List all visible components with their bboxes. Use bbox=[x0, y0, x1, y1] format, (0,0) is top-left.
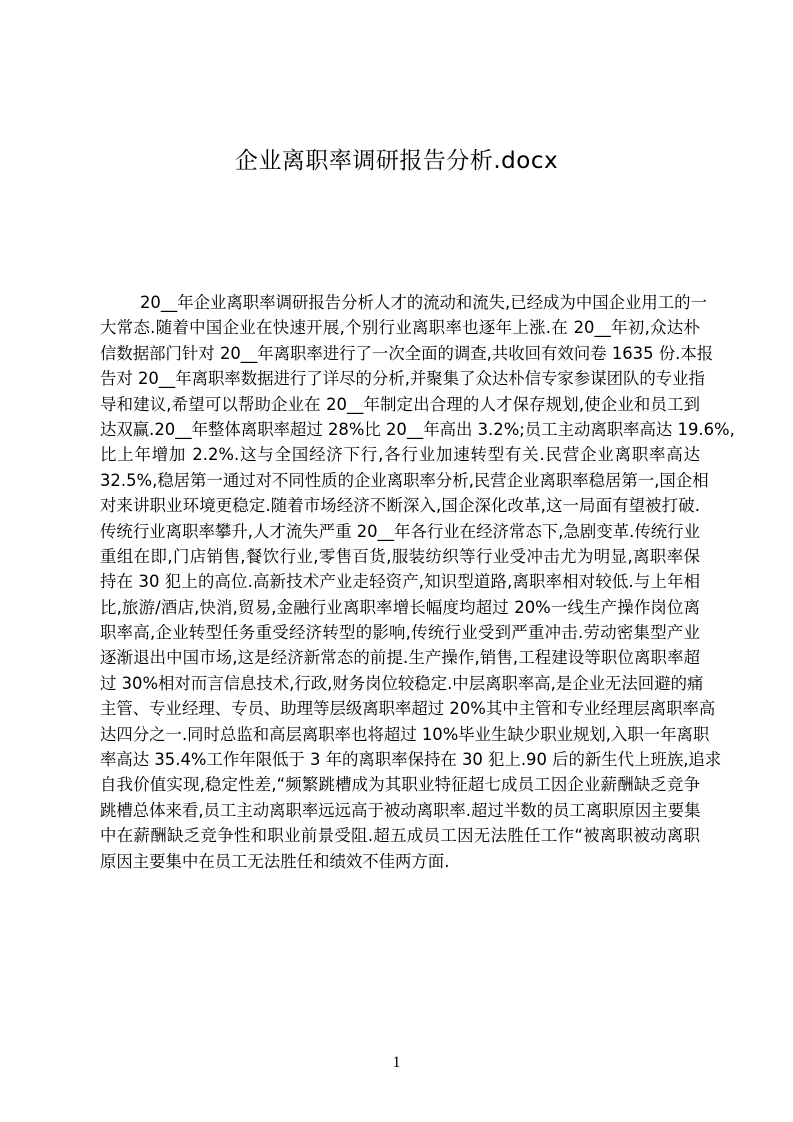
paragraph-line: 自我价值实现,稳定性差,“频繁跳槽成为其职业特征超七成员工因企业薪酬缺乏竞争 bbox=[100, 775, 700, 795]
paragraph-line: 中在薪酬缺乏竞争性和职业前景受阻.超五成员工因无法胜任工作“被离职被动离职 bbox=[100, 826, 700, 846]
paragraph-line: 导和建议,希望可以帮助企业在 20__年制定出合理的人才保存规划,使企业和员工到 bbox=[100, 394, 700, 414]
paragraph-line: 原因主要集中在员工无法胜任和绩效不佳两方面. bbox=[100, 851, 450, 871]
paragraph-line: 比上年增加 2.2%.这与全国经济下行,各行业加速转型有关.民营企业离职率高达 bbox=[100, 445, 700, 465]
paragraph-line: 主管、专业经理、专员、助理等层级离职率超过 20%其中主管和专业经理层离职率高 bbox=[100, 699, 716, 719]
document-body bbox=[100, 290, 735, 874]
page-number: 1 bbox=[392, 1054, 401, 1071]
paragraph-line: 比,旅游/酒店,快消,贸易,金融行业离职率增长幅度均超过 20%一线生产操作岗位离 bbox=[100, 597, 700, 617]
document-title: 企业离职率调研报告分析.docx bbox=[234, 148, 559, 174]
paragraph-line: 跳槽总体来看,员工主动离职率远远高于被动离职率.超过半数的员工离职原因主要集 bbox=[100, 800, 701, 820]
paragraph-line: 32.5%,稳居第一通过对不同性质的企业离职率分析,民营企业离职率稳居第一,国企相 bbox=[100, 470, 709, 490]
paragraph-line: 告对 20__年离职率数据进行了详尽的分析,并聚集了众达朴信专家参谋团队的专业指 bbox=[100, 369, 705, 389]
paragraph-line: 20__年企业离职率调研报告分析人才的流动和流失,已经成为中国企业用工的一 bbox=[140, 293, 707, 312]
paragraph-line: 逐渐退出中国市场,这是经济新常态的前提.生产操作,销售,工程建设等职位离职率超 bbox=[100, 648, 700, 668]
paragraph-line: 达四分之一.同时总监和高层离职率也将超过 10%毕业生缺少职业规划,入职一年离职 bbox=[100, 724, 710, 744]
paragraph-line: 传统行业离职率攀升,人才流失严重 20__年各行业在经济常态下,急剧变革.传统行业 bbox=[100, 521, 700, 541]
paragraph-line: 重组在即,门店销售,餐饮行业,零售百货,服装纺织等行业受冲击尤为明显,离职率保 bbox=[100, 546, 700, 566]
paragraph-line: 大常态.随着中国企业在快速开展,个别行业离职率也逐年上涨.在 20__年初,众达朴 bbox=[100, 318, 700, 338]
paragraph-line: 率高达 35.4%工作年限低于 3 年的离职率保持在 30 犯上.90 后的新生代上班族,追求 bbox=[100, 750, 722, 770]
paragraph-line: 职率高,企业转型任务重受经济转型的影响,传统行业受到严重冲击.劳动密集型产业 bbox=[100, 623, 700, 643]
paragraph-line: 持在 30 犯上的高位.高新技术产业走轻资产,知识型道路,离职率相对较低.与上年相 bbox=[100, 572, 700, 592]
paragraph-line: 过 30%相对而言信息技术,行政,财务岗位较稳定.中层离职率高,是企业无法回避的痛 bbox=[100, 673, 704, 693]
paragraph-line: 对来讲职业环境更稳定.随着市场经济不断深入,国企深化改革,这一局面有望被打破. bbox=[100, 496, 700, 516]
paragraph-line: 达双赢.20__年整体离职率超过 28%比 20__年高出 3.2%;员工主动离职率高达 19.6%, bbox=[100, 419, 735, 439]
paragraph-line: 信数据部门针对 20__年离职率进行了一次全面的调查,共收回有效问卷 1635 份.本报 bbox=[100, 343, 714, 363]
